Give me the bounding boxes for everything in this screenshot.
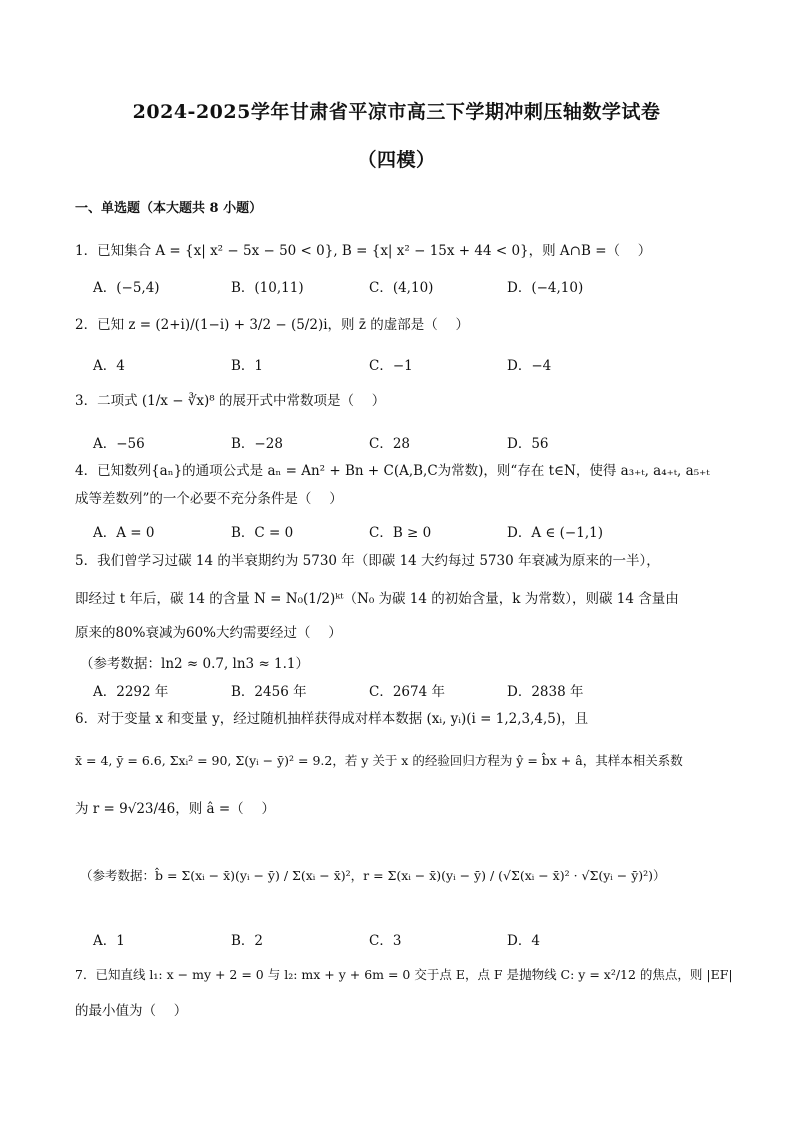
option-a: A．1	[93, 933, 125, 949]
question-3-options	[93, 432, 713, 452]
exam-title: 2024-2025学年甘肃省平凉市高三下学期冲刺压轴数学试卷	[132, 101, 661, 123]
option-c: C．28	[369, 436, 411, 452]
question-2-stem: 2．已知 z = (2+i)/(1−i) + 3/2 − (5/2)i，则 z̄ 的虚部是（ ）	[75, 317, 470, 333]
question-7-stem-line1: 7．已知直线 l₁: x − my + 2 = 0 与 l₂: mx + y + 6m = 0 交于点 E，点 F 是抛物线 C: y = x²/12 的焦点，则 |EF|	[75, 967, 733, 982]
option-c: C．−1	[369, 358, 413, 374]
question-6-stem-line1: 6．对于变量 x 和变量 y，经过随机抽样获得成对样本数据 (xᵢ, yᵢ)(i = 1,2,3,4,5)，且	[75, 711, 589, 727]
question-6-reference-formulas: （参考数据：b̂ = Σ(xᵢ − x̄)(yᵢ − ȳ) / Σ(xᵢ − x̄)²，r = Σ(xᵢ − x̄)(yᵢ − ȳ) / (√Σ(xᵢ − x̄)² · √Σ(yᵢ − ȳ)²)）	[80, 868, 666, 883]
option-c: C．(4,10)	[369, 280, 434, 296]
option-b: B．2	[231, 933, 264, 949]
question-3-stem: 3．二项式 (1/x − ∛x)⁸ 的展开式中常数项是（ ）	[75, 393, 386, 409]
option-c: C．3	[369, 933, 402, 949]
question-1-stem: 1．已知集合 A = {x| x² − 5x − 50 < 0}, B = {x| x² − 15x + 44 < 0}，则 A∩B =（ ）	[75, 243, 652, 259]
option-b: B．2456 年	[231, 684, 307, 700]
question-6-stem-line2: x̄ = 4, ȳ = 6.6, Σxᵢ² = 90, Σ(yᵢ − ȳ)² = 9.2，若 y 关于 x 的经验回归方程为 ŷ = b̂x + â，其样本相关系数	[75, 753, 683, 768]
option-d: D．−4	[507, 358, 552, 374]
option-d: D．4	[507, 933, 540, 949]
option-d: D．2838 年	[507, 684, 584, 700]
option-a: A．−56	[93, 436, 145, 452]
exam-subtitle: （四模）	[357, 149, 436, 171]
question-1-options	[93, 276, 713, 296]
question-6-stem-line3: 为 r = 9√23/46，则 â =（ ）	[75, 801, 275, 817]
question-4-stem-line2: 成等差数列”的一个必要不充分条件是（ ）	[75, 491, 343, 507]
question-2-options	[93, 354, 713, 374]
question-4-stem-line1: 4．已知数列{aₙ}的通项公式是 aₙ = An² + Bn + C(A,B,C为常数)，则“存在 t∈N，使得 a₃₊ₜ, a₄₊ₜ, a₅₊ₜ	[75, 463, 710, 479]
option-b: B．C = 0	[231, 525, 294, 541]
option-a: A．4	[93, 358, 125, 374]
option-d: D．A ∈ (−1,1)	[507, 525, 603, 541]
option-a: A．A = 0	[93, 525, 155, 541]
option-b: B．(10,11)	[231, 280, 304, 296]
option-a: A．2292 年	[93, 684, 169, 700]
option-c: C．B ≥ 0	[369, 525, 432, 541]
question-5-stem-line3: 原来的80%衰减为60%大约需要经过（ ）	[75, 625, 342, 641]
option-d: D．(−4,10)	[507, 280, 584, 296]
question-6-options	[93, 929, 713, 949]
question-7-stem-line2: 的最小值为（ ）	[75, 1003, 188, 1019]
option-c: C．2674 年	[369, 684, 445, 700]
section-heading: 一、单选题（本大题共 8 小题）	[75, 201, 263, 216]
question-5-stem-line1: 5．我们曾学习过碳 14 的半衰期约为 5730 年（即碳 14 大约每过 5730 年衰减为原来的一半），	[75, 553, 660, 569]
question-5-reference-data: （参考数据：ln2 ≈ 0.7, ln3 ≈ 1.1）	[80, 656, 310, 672]
option-b: B．1	[231, 358, 264, 374]
question-5-options	[93, 680, 713, 700]
option-d: D．56	[507, 436, 549, 452]
question-4-options	[93, 521, 713, 541]
question-5-stem-line2: 即经过 t 年后，碳 14 的含量 N = N₀(1/2)ᵏᵗ（N₀ 为碳 14 的初始含量，k 为常数），则碳 14 含量由	[75, 591, 679, 607]
option-b: B．−28	[231, 436, 283, 452]
option-a: A．(−5,4)	[93, 280, 160, 296]
